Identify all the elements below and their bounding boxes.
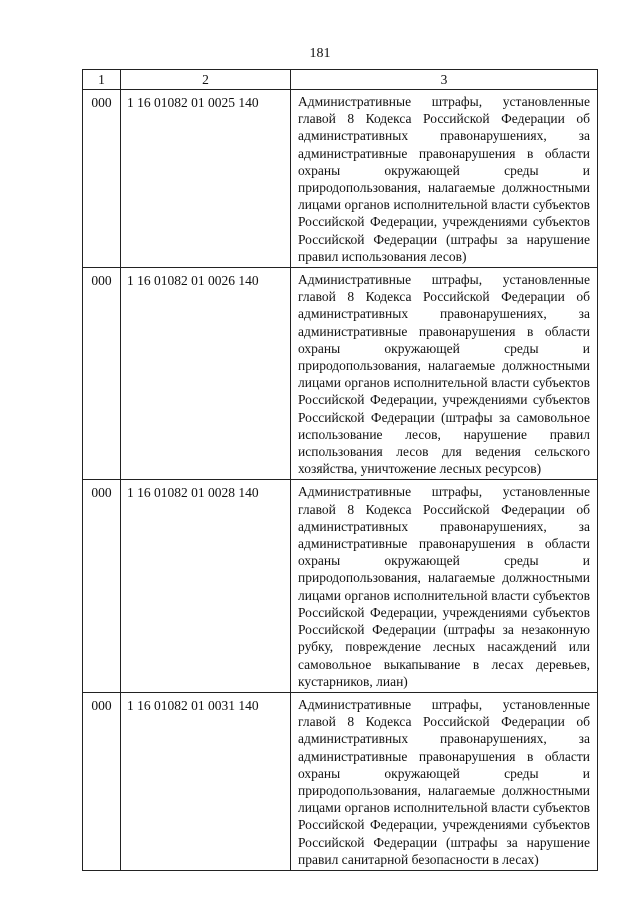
budget-code-cell: 1 16 01082 01 0026 140 <box>121 268 291 480</box>
header-col-2: 2 <box>121 70 291 90</box>
table-row <box>83 268 598 480</box>
admin-code-cell: 000 <box>83 90 121 268</box>
header-col-1: 1 <box>83 70 121 90</box>
admin-code-cell: 000 <box>83 692 121 870</box>
description-cell: Административные штрафы, установленные главой 8 Кодекса Российской Федерации об административных правонарушениях, за административные правонарушения в области охраны окружающей среды и природопользования, налагаемые должностными лицами органов исполнительной власти субъектов Российской Федерации, учреждениями субъектов Российской Федерации (штрафы за нарушение правил санитарной безопасности в лесах) <box>291 692 598 870</box>
budget-code-cell: 1 16 01082 01 0031 140 <box>121 692 291 870</box>
budget-codes-table <box>82 69 598 871</box>
table-row <box>83 692 598 870</box>
table-row <box>83 90 598 268</box>
admin-code-cell: 000 <box>83 480 121 692</box>
budget-code-cell: 1 16 01082 01 0028 140 <box>121 480 291 692</box>
table-row <box>83 480 598 692</box>
page-number: 181 <box>309 46 331 61</box>
budget-code-cell: 1 16 01082 01 0025 140 <box>121 90 291 268</box>
description-cell: Административные штрафы, установленные главой 8 Кодекса Российской Федерации об административных правонарушениях, за административные правонарушения в области охраны окружающей среды и природопользования, налагаемые должностными лицами органов исполнительной власти субъектов Российской Федерации, учреждениями субъектов Российской Федерации (штрафы за самовольное использование лесов, нарушение правил использования лесов для ведения сельского хозяйства, уничтожение лесных ресурсов) <box>291 268 598 480</box>
table-header-row <box>83 70 598 90</box>
header-col-3: 3 <box>291 70 598 90</box>
description-cell: Административные штрафы, установленные главой 8 Кодекса Российской Федерации об административных правонарушениях, за административные правонарушения в области охраны окружающей среды и природопользования, налагаемые должностными лицами органов исполнительной власти субъектов Российской Федерации, учреждениями субъектов Российской Федерации (штрафы за незаконную рубку, повреждение лесных насаждений или самовольное выкапывание в лесах деревьев, кустарников, лиан) <box>291 480 598 692</box>
admin-code-cell: 000 <box>83 268 121 480</box>
description-cell: Административные штрафы, установленные главой 8 Кодекса Российской Федерации об административных правонарушениях, за административные правонарушения в области охраны окружающей среды и природопользования, налагаемые должностными лицами органов исполнительной власти субъектов Российской Федерации, учреждениями субъектов Российской Федерации (штрафы за нарушение правил использования лесов) <box>291 90 598 268</box>
